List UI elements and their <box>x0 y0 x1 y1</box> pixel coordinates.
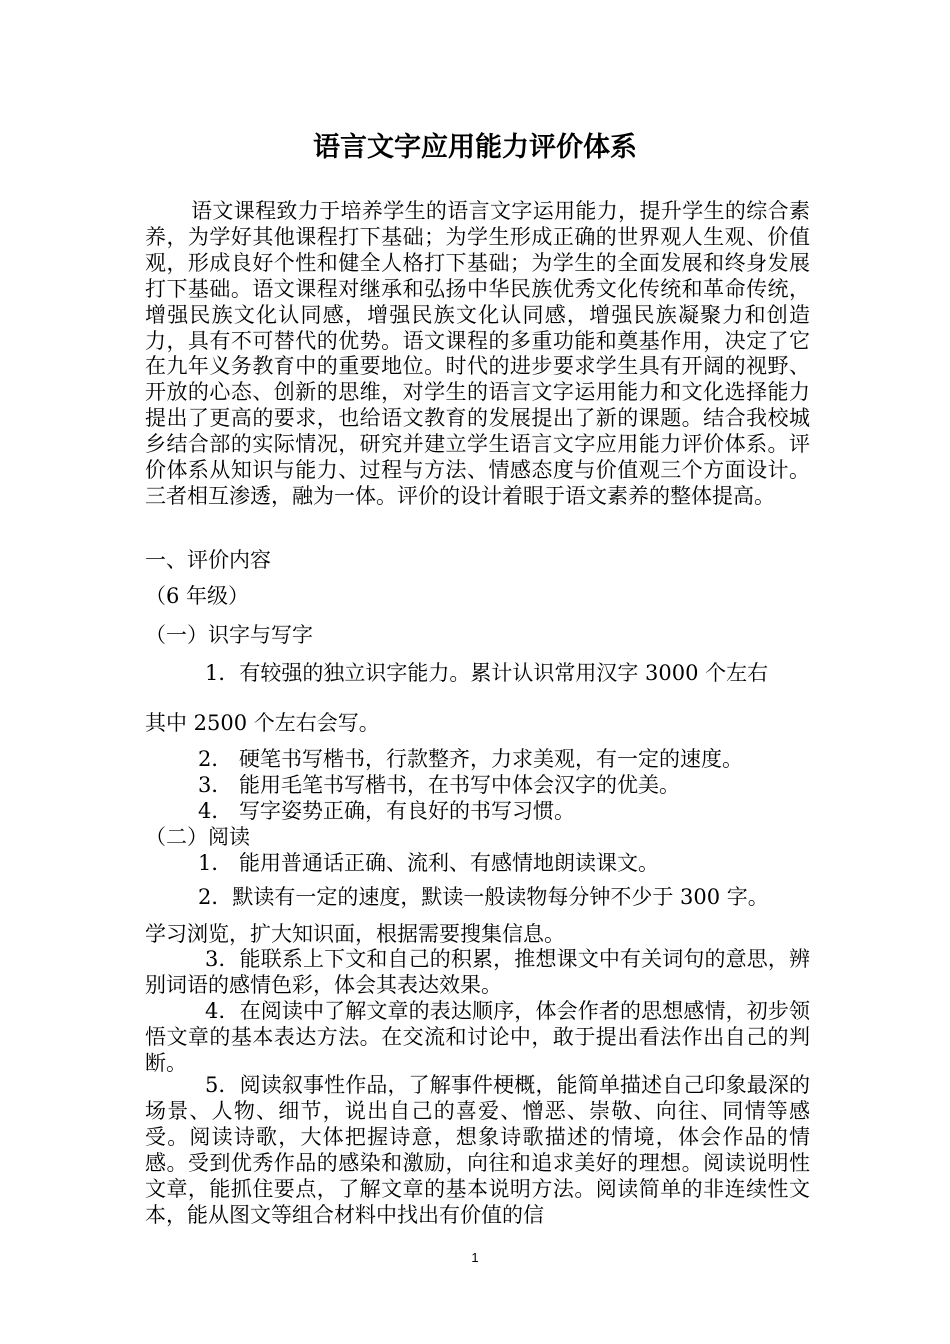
reading-item-5: 5．阅读叙事性作品，了解事件梗概，能简单描述自己印象最深的场景、人物、细节，说出自己的喜爱、憎恶、崇敬、向往、同情等感受。阅读诗歌，大体把握诗意，想象诗歌描述的情境，体会作品的情感。受到优秀作品的感染和激励，向往和追求美好的理想。阅读说明性文章，能抓住要点，了解文章的基本说明方法。阅读简单的非连续性文本，能从图文等组合材料中找出有价值的信 <box>145 1073 810 1227</box>
literacy-item-4: 4． 写字姿势正确，有良好的书写习惯。 <box>198 799 576 823</box>
literacy-item-3: 3． 能用毛笔书写楷书，在书写中体会汉字的优美。 <box>198 773 681 797</box>
reading-item-4: 4．在阅读中了解文章的表达顺序，体会作者的思想感情，初步领悟文章的基本表达方法。在交流和讨论中，敢于提出看法作出自己的判断。 <box>145 999 810 1075</box>
grade-label: （6 年级） <box>145 584 250 608</box>
literacy-item-1-line-2: 其中 2500 个左右会写。 <box>145 711 380 735</box>
reading-item-2-line-2: 学习浏览，扩大知识面，根据需要搜集信息。 <box>145 922 565 946</box>
literacy-item-2: 2． 硬笔书写楷书，行款整齐，力求美观，有一定的速度。 <box>198 747 744 771</box>
reading-item-1: 1． 能用普通话正确、流利、有感情地朗读课文。 <box>198 851 660 875</box>
reading-item-3: 3．能联系上下文和自己的积累，推想课文中有关词句的意思，辨别词语的感情色彩，体会其表达效果。 <box>145 947 810 997</box>
section-heading-evaluation-content: 一、评价内容 <box>145 548 271 572</box>
document-title: 语言文字应用能力评价体系 <box>313 132 637 163</box>
reading-item-2-line-1: 2．默读有一定的速度，默读一般读物每分钟不少于 300 字。 <box>198 885 769 909</box>
subsection-heading-reading: （二）阅读 <box>145 825 250 849</box>
page-number: 1 <box>471 1250 479 1265</box>
literacy-item-1-line-1: 1．有较强的独立识字能力。累计认识常用汉字 3000 个左右 <box>205 661 769 685</box>
subsection-heading-literacy-writing: （一）识字与写字 <box>145 623 313 647</box>
intro-paragraph: 语文课程致力于培养学生的语言文字运用能力，提升学生的综合素养，为学好其他课程打下基础；为学生形成正确的世界观人生观、价值观，形成良好个性和健全人格打下基础；为学生的全面发展和终身发展打下基础。语文课程对继承和弘扬中华民族优秀文化传统和革命传统，增强民族文化认同感，增强民族文化认同感，增强民族凝聚力和创造力，具有不可替代的优势。语文课程的多重功能和奠基作用，决定了它在九年义务教育中的重要地位。时代的进步要求学生具有开阔的视野、开放的心态、创新的思维，对学生的语言文字运用能力和文化选择能力提出了更高的要求，也给语文教育的发展提出了新的课题。结合我校城乡结合部的实际情况，研究并建立学生语言文字应用能力评价体系。评价体系从知识与能力、过程与方法、情感态度与价值观三个方面设计。三者相互渗透，融为一体。评价的设计着眼于语文素养的整体提高。 <box>145 199 810 508</box>
